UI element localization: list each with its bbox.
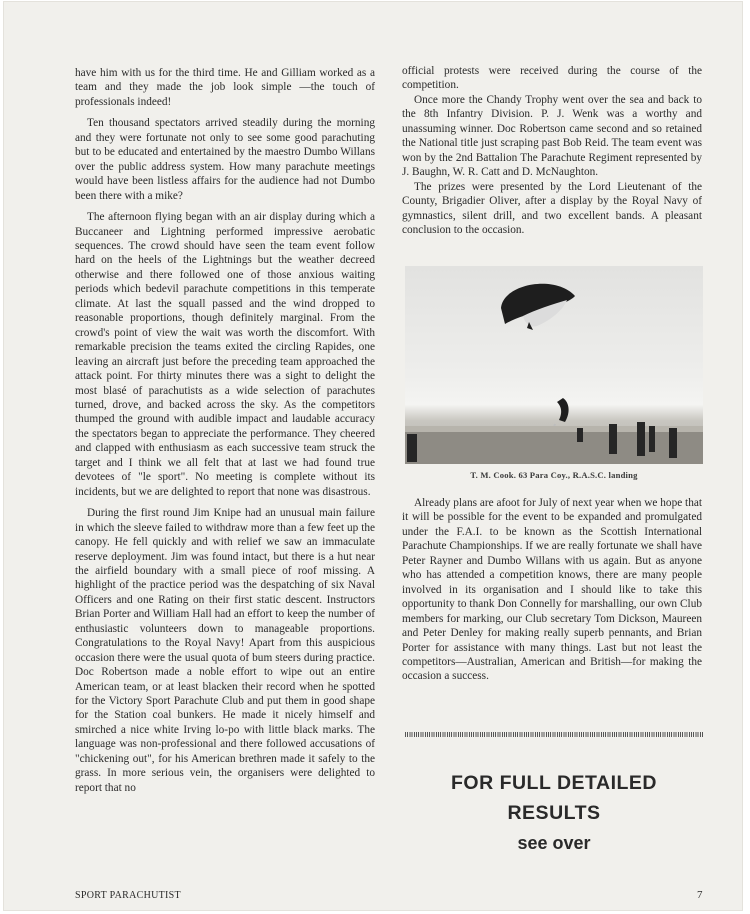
promo-line-2: RESULTS: [507, 802, 601, 824]
page-number: 7: [697, 889, 703, 901]
paragraph: Ten thousand spectators arrived steadily during the morning and they were fortunate not only to see some good parachuting but to be educated and entertained by the maestro Dumbo Willans over the public address system. How many parachute meetings would have been listless affairs for the audience had not Dumbo been there with a mike?: [75, 117, 375, 202]
promo-line-3: see over: [517, 833, 591, 853]
paragraph: Already plans are afoot for July of next year when we hope that it will be possible for the event to be expanded and promulgated under the F.A.I. to be known as the Scottish International Parachute Championships. If we are really fortunate we shall have Peter Rayner and Dumbo Willans with us again. But as anyone who has attended a competition knows, there are many people involved in its organisation and I should like to take this opportunity to thank Don Connelly for marshalling, our own Club members for marking, our Club secretary Tom Dickson, Maureen and Peter Denley for making really superb pennants, and Brian Porter for assistance with many things. Last but not least the competitors—Australian, American and British—for making the occasion a success.: [402, 497, 702, 683]
paragraph: official protests were received during the course of the competition.: [402, 65, 702, 92]
paragraph: The afternoon flying began with an air display during which a Buccaneer and Lightning performed impressive aerobatic sequences. The crowd should have seen the team event follow hard on the heels of the Lightnings but the weather decreed otherwise and there followed one of those anxious waiting periods which bedevil parachute competitions in this temperate climate. At last the squall passed and the wind dropped to reasonable proportions, though definitely marginal. From the crowd's point of view the wait was worth the discomfort. With remarkable precision the teams exited the circling Rapides, one leaving an aircraft just before the preceding team approached the attack point. For thirty minutes there was a sight to delight the most blasé of parachutists as a wide selection of parachutes turned, drove, and backed across the sky. As the competitors thumped the ground with audible impact and laudable accuracy the spectators began to appreciate the performance. They cheered and clapped with enthusiasm as each successive team struck the target and I think we all felt that at last we had found true devotees of "le sport". No meeting is complete without its incidents, but we are delighted to report that none was disastrous.: [75, 211, 375, 498]
parachute-canopy-icon: [501, 284, 575, 330]
right-column-lower: [402, 496, 702, 684]
left-column: [75, 66, 375, 795]
divider: [405, 732, 703, 737]
paragraph: have him with us for the third time. He and Gilliam worked as a team and they made the job look simple —the touch of professionals indeed!: [75, 67, 375, 108]
paragraph: Once more the Chandy Trophy went over the sea and back to the 8th Infantry Division. P. J. Wenk was a worthy and unassuming winner. Doc Robertson came second and so retained the National title just scraping past Bob Reid. The team event was won by the 2nd Battalion The Parachute Regiment represented by J. Baughn, W. R. Catt and D. McNaughton.: [402, 93, 702, 179]
paragraph: During the first round Jim Knipe had an unusual main failure in which the sleeve failed to withdraw more than a few feet up the canopy. He fell quickly and with relief we saw an immaculate reserve deployment. Jim was found intact, but there is a hut near the airfield boundary with a small piece of roof missing. A highlight of the practice period was the despatching of six Naval Officers and one Rating on their first static descent. Instructors Brian Porter and William Hall had an effort to keep the number of enthusiastic volunteers down to manageable proportions. Congratulations to the Royal Navy! Apart from this auspicious occasion there were the usual quota of bum steers during practice. Doc Robertson made a noble effort to wipe out an entire American team, or at least blacken their record when he spotted for the Victory Sport Parachute Club and put them in good shape for the Station coal bunkers. He made it nicely himself and smirched a nice white Irving lo-po with little black marks. The language was non-professional and there followed accusations of "chickening out", for his American brethren made it safely to the grass. In more serious vein, the organisers were delighted to report that no: [75, 507, 375, 794]
publication-name: SPORT PARACHUTIST: [75, 890, 181, 901]
results-promo: [405, 768, 703, 858]
paragraph: The prizes were presented by the Lord Lieutenant of the County, Brigadier Oliver, after a display by the Royal Navy of gymnastics, silent drill, and two excellent bands. A pleasant conclusion to the occasion.: [402, 180, 702, 236]
photo-caption: T. M. Cook. 63 Para Coy., R.A.S.C. landing: [470, 470, 638, 480]
promo-line-1: FOR FULL DETAILED: [450, 772, 657, 794]
parachute-landing-photo: [405, 266, 703, 464]
